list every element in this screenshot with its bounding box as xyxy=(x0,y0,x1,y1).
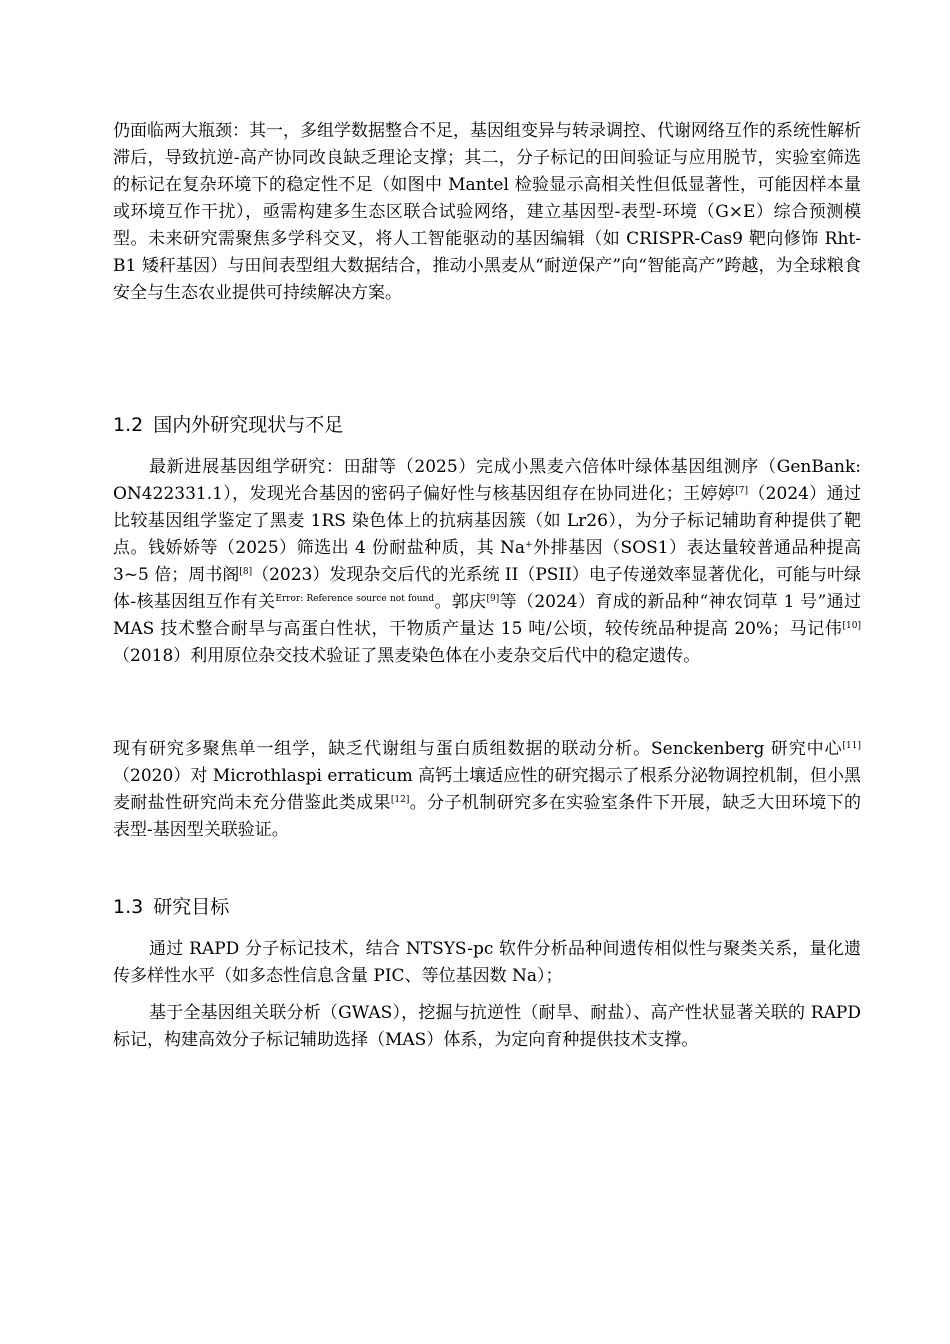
section-number: 1.3 xyxy=(113,896,144,918)
research-gap-paragraph xyxy=(113,736,861,844)
objective-paragraph-2: 基于全基因组关联分析（GWAS），挖掘与抗逆性（耐旱、耐盐）、高产性状显著关联的 RAPD 标记，构建高效分子标记辅助选择（MAS）体系，为定向育种提供技术支撑。 xyxy=(113,1003,861,1050)
citation-ref-8: [8] xyxy=(239,567,253,577)
section-number: 1.2 xyxy=(113,414,144,436)
text-run: （2023）发现杂交后代的光系统 II（PSII）电子传递效率显著优化，可能与叶绿体-核基因组互作有关 xyxy=(113,565,861,612)
intro-paragraph: 仍面临两大瓶颈：其一，多组学数据整合不足，基因组变异与转录调控、代谢网络互作的系统性解析滞后，导致抗逆-高产协同改良缺乏理论支撑；其二，分子标记的田间验证与应用脱节，实验室筛选的标记在复杂环境下的稳定性不足（如图中 Mantel 检验显示高相关性但低显著性，可能因样本量或环境互作干扰），亟需构建多生态区联合试验网络，建立基因型-表型-环境（G×E）综合预测模型。未来研究需聚焦多学科交叉，将人工智能驱动的基因编辑（如 CRISPR-Cas9 靶向修饰 Rht-B1 矮秆基因）与田间表型组大数据结合，推动小黑麦从“耐逆保产”向“智能高产”跨越，为全球粮食安全与生态农业提供可持续解决方案。 xyxy=(113,121,861,303)
text-run: （2020）对 Microthlaspi erraticum 高钙土壤适应性的研究揭示了根系分泌物调控机制，但小黑麦耐盐性研究尚未充分借鉴此类成果 xyxy=(113,766,861,813)
research-progress-paragraph xyxy=(113,454,861,670)
text-run: （2018）利用原位杂交技术验证了黑麦染色体在小麦杂交后代中的稳定遗传。 xyxy=(113,646,701,666)
text-run: 最新进展基因组学研究：田甜等（2025）完成小黑麦六倍体叶绿体基因组测序（GenBank: ON422331.1），发现光合基因的密码子偏好性与核基因组存在协同进化；王婷婷 xyxy=(113,457,861,504)
section-title: 国内外研究现状与不足 xyxy=(153,414,344,436)
citation-ref-9: [9] xyxy=(486,594,500,604)
objective-paragraph-1: 通过 RAPD 分子标记技术，结合 NTSYS-pc 软件分析品种间遗传相似性与聚类关系，量化遗传多样性水平（如多态性信息含量 PIC、等位基因数 Na）； xyxy=(113,939,861,986)
text-run: 。分子机制研究多在实验室条件下开展，缺乏大田环境下的表型-基因型关联验证。 xyxy=(113,793,862,840)
text-run: （2024）通过比较基因组学鉴定了黑麦 1RS 染色体上的抗病基因簇（如 Lr26），为分子标记辅助育种提供了靶点。钱娇娇等（2025）筛选出 4 份耐盐种质，其 Na xyxy=(113,484,861,558)
reference-error: Error: Reference source not found xyxy=(275,594,435,604)
text-run: 。郭庆 xyxy=(434,592,487,612)
citation-ref-12: [12] xyxy=(390,795,410,805)
text-run: 外排基因（SOS1）表达量较普通品种提高 3~5 倍；周书阁 xyxy=(113,538,861,585)
citation-ref-7: [7] xyxy=(735,486,748,496)
citation-ref-10: [10] xyxy=(842,621,861,631)
text-run: 现有研究多聚焦单一组学，缺乏代谢组与蛋白质组数据的联动分析。Senckenberg 研究中心 xyxy=(113,739,843,759)
section-title: 研究目标 xyxy=(153,896,230,918)
superscript-plus: + xyxy=(525,540,533,550)
section-heading-1-3 xyxy=(113,894,229,920)
text-run: 等（2024）育成的新品种“神农饲草 1 号”通过 MAS 技术整合耐旱与高蛋白性状，干物质产量达 15 吨/公顷，较传统品种提高 20%；马记伟 xyxy=(113,592,861,639)
citation-ref-11: [11] xyxy=(842,741,861,751)
section-heading-1-2 xyxy=(113,412,343,438)
